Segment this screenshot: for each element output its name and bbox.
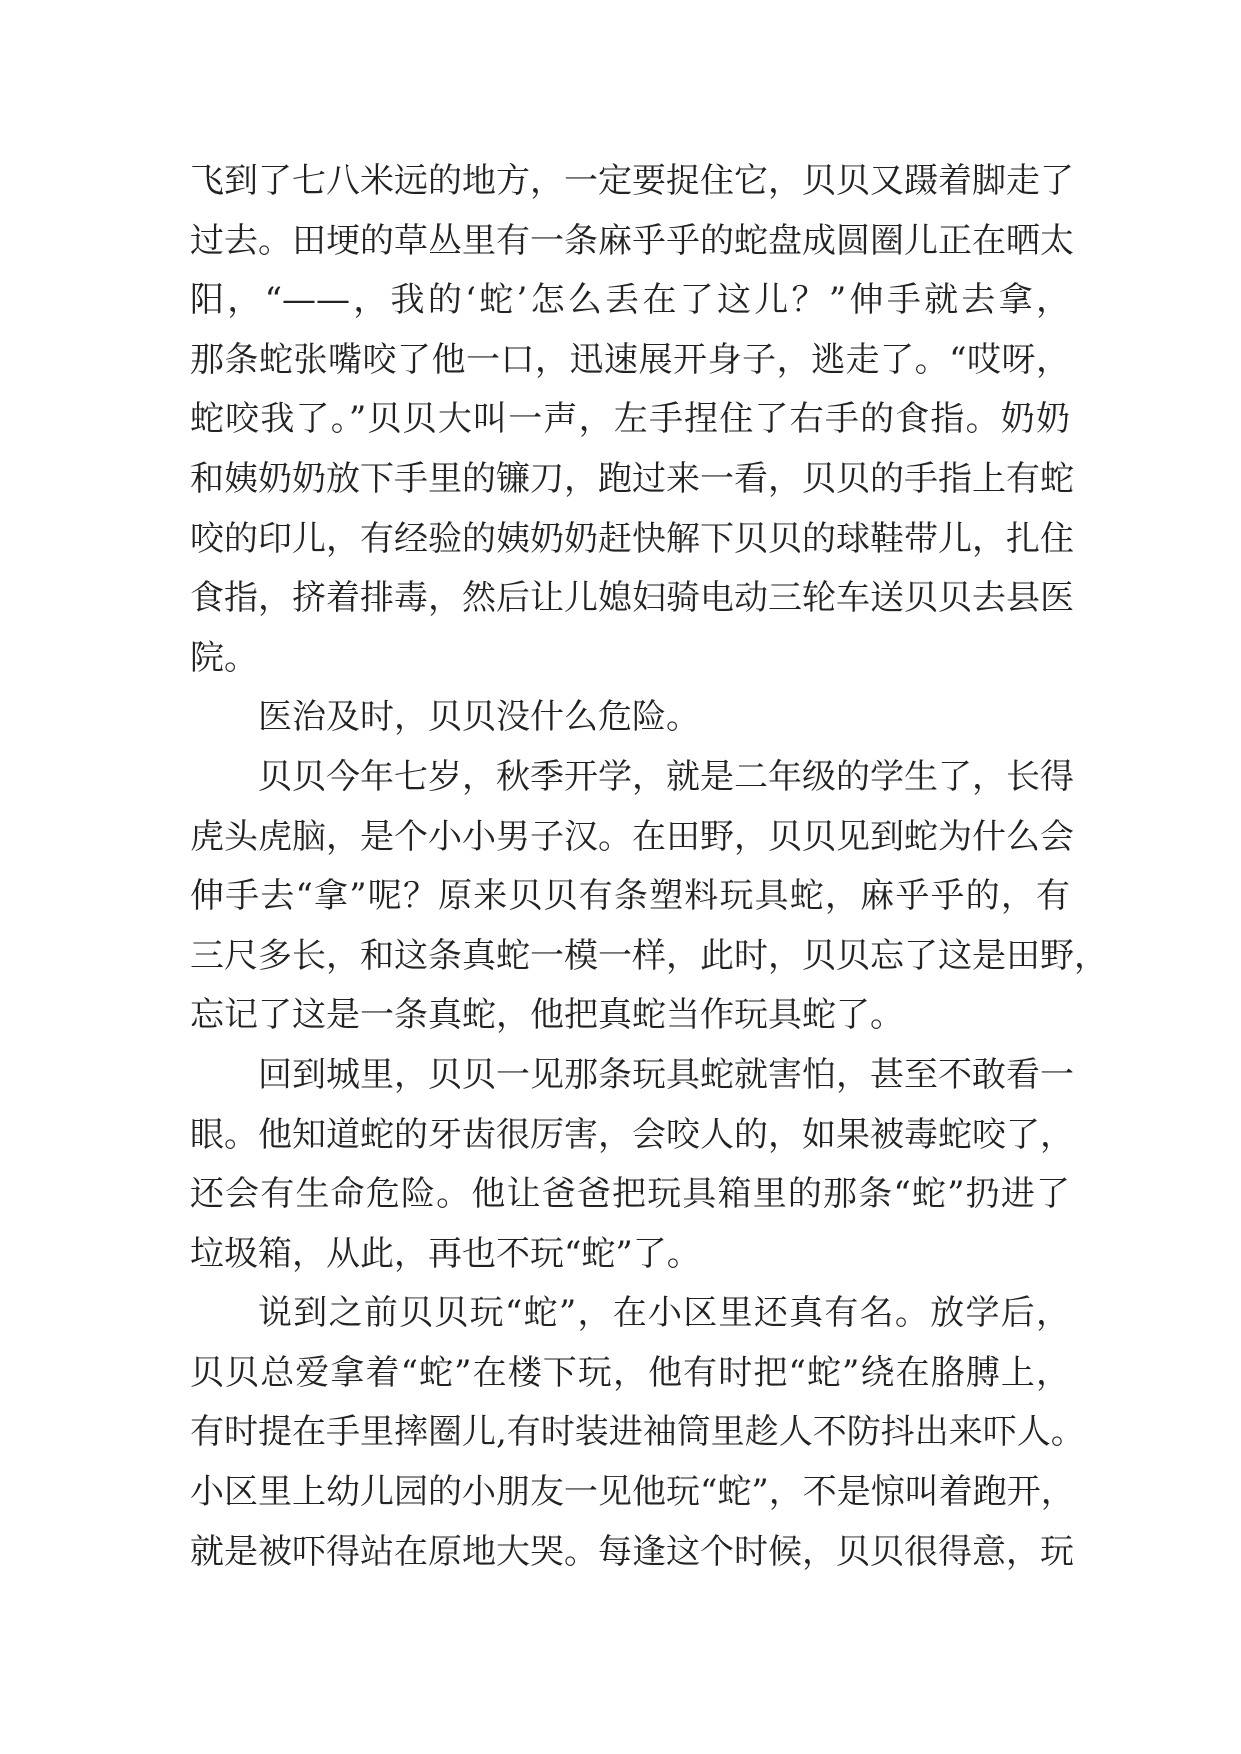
text-line: 忘记了这是一条真蛇，他把真蛇当作玩具蛇了。 (190, 995, 904, 1036)
text-line: 小区里上幼儿园的小朋友一见他玩“蛇”，不是惊叫着跑开， (190, 1472, 1075, 1513)
text-line: 那条蛇张嘴咬了他一口，迅速展开身子，逃走了。“哎呀， (190, 339, 1070, 380)
text-line: 回到城里，贝贝一见那条玩具蛇就害怕，甚至不敢看一 (258, 1054, 1074, 1095)
text-line: 有时提在手里摔圈儿,有时装进袖筒里趁人不防抖出来吓人。 (190, 1412, 1085, 1453)
text-line: 垃圾箱，从此，再也不玩“蛇”了。 (190, 1233, 701, 1274)
text-line: 咬的印儿，有经验的姨奶奶赶快解下贝贝的球鞋带儿，扎住 (190, 518, 1074, 559)
text-line: 食指，挤着排毒，然后让儿媳妇骑电动三轮车送贝贝去县医 (190, 578, 1074, 619)
text-line: 眼。他知道蛇的牙齿很厉害，会咬人的，如果被毒蛇咬了， (190, 1114, 1074, 1155)
text-line: 过去。田埂的草丛里有一条麻乎乎的蛇盘成圆圈儿正在晒太 (190, 220, 1074, 261)
text-line: 说到之前贝贝玩“蛇”，在小区里还真有名。放学后， (258, 1293, 1070, 1334)
text-line: 还会有生命危险。他让爸爸把玩具箱里的那条“蛇”扔进了 (190, 1174, 1070, 1215)
text-line: 贝贝今年七岁，秋季开学，就是二年级的学生了，长得 (258, 756, 1074, 797)
text-line: 蛇咬我了。”贝贝大叫一声，左手捏住了右手的食指。奶奶 (190, 399, 1070, 440)
text-line: 就是被吓得站在原地大哭。每逢这个时候，贝贝很得意，玩 (190, 1531, 1074, 1572)
text-line: 和姨奶奶放下手里的镰刀，跑过来一看，贝贝的手指上有蛇 (190, 458, 1074, 499)
text-line: 飞到了七八米远的地方，一定要捉住它，贝贝又蹑着脚走了 (190, 161, 1074, 201)
text-line: 院。 (190, 637, 258, 678)
text-line: 阳，“——，我的‘蛇’怎么丢在了这儿？”伸手就去拿， (190, 280, 1070, 321)
text-line: 三尺多长，和这条真蛇一模一样，此时，贝贝忘了这是田野， (190, 935, 1108, 976)
text-line: 虎头虎脑，是个小小男子汉。在田野，贝贝见到蛇为什么会 (190, 816, 1074, 857)
text-line: 医治及时，贝贝没什么危险。 (258, 697, 700, 738)
text-line: 伸手去“拿”呢？原来贝贝有条塑料玩具蛇，麻乎乎的，有 (190, 876, 1070, 917)
body-text (190, 152, 1108, 1582)
text-line: 贝贝总爱拿着“蛇”在楼下玩，他有时把“蛇”绕在胳膊上， (190, 1352, 1070, 1393)
